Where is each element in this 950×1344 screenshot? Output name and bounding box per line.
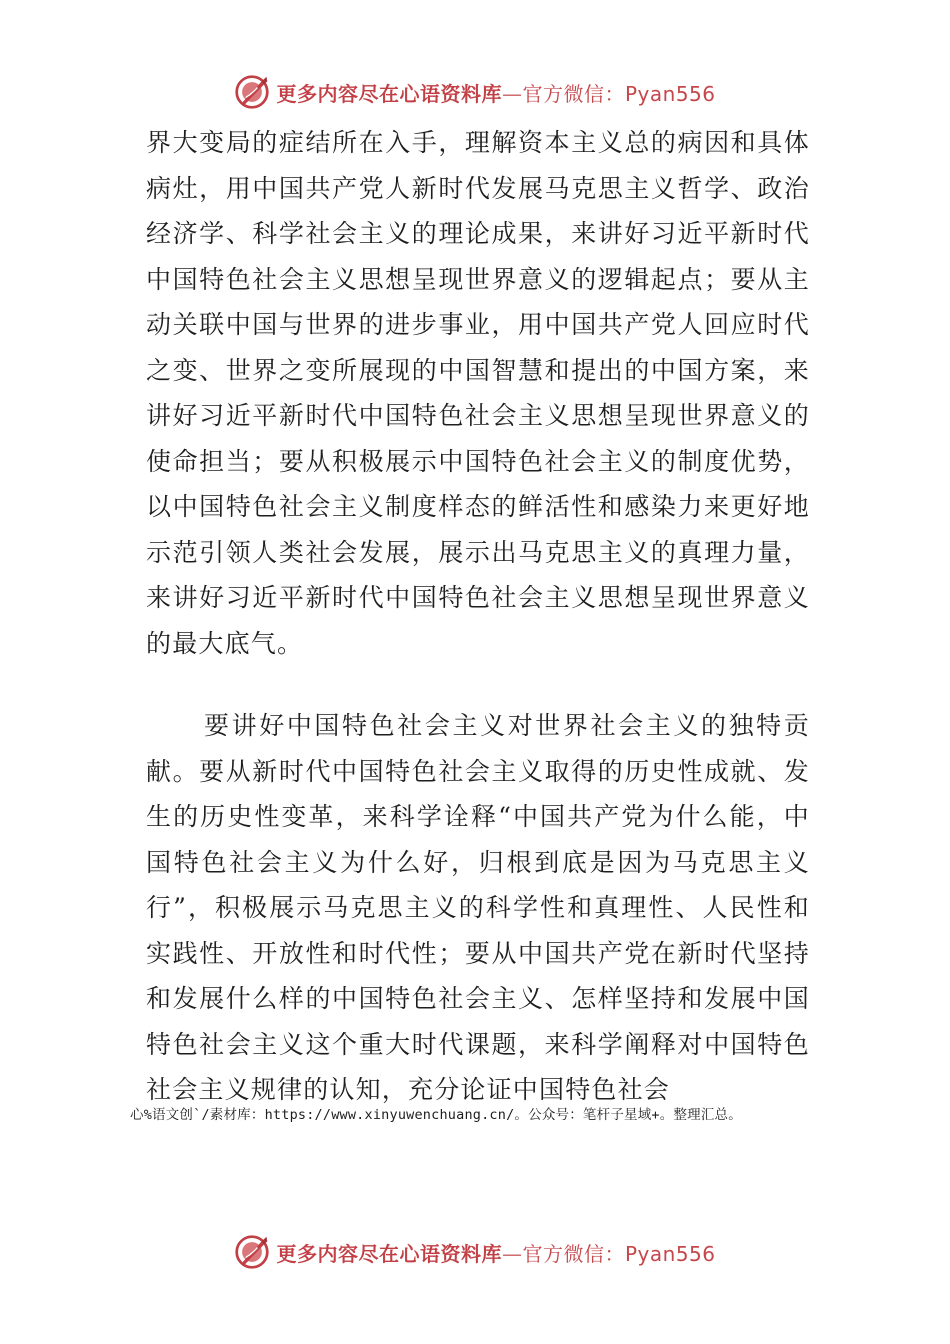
header-wechat-id: Pyan556 — [624, 81, 716, 106]
footer-banner — [276, 1238, 715, 1267]
footer-wechat-id: Pyan556 — [624, 1241, 716, 1266]
quill-seal-icon — [234, 1234, 270, 1270]
header-title: 更多内容尽在心语资料库 — [276, 81, 502, 106]
paragraph: 要讲好中国特色社会主义对世界社会主义的独特贡献。要从新时代中国特色社会主义取得的历史性成就、发生的历史性变革，来科学诠释“中国共产党为什么能，中国特色社会主义为什么好，归根到底是因为马克思主义行”，积极展示马克思主义的科学性和真理性、人民性和实践性、开放性和时代性；要从中国共产党在新时代坚持和发展什么样的中国特色社会主义、怎样坚持和发展中国特色社会主义这个重大时代课题，来科学阐释对中国特色社会主义规律的认知，充分论证中国特色社会 — [146, 711, 810, 1104]
footer-wechat-label: 官方微信： — [522, 1241, 625, 1266]
header-banner — [276, 78, 715, 107]
source-note: 心%语文创`/素材库：https://www.xinyuwenchuang.cn/。公众号：笔杆子星域+。整理汇总。 — [130, 1107, 742, 1123]
paragraph: 界大变局的症结所在入手，理解资本主义总的病因和具体病灶，用中国共产党人新时代发展马克思主义哲学、政治经济学、科学社会主义的理论成果，来讲好习近平新时代中国特色社会主义思想呈现世界意义的逻辑起点；要从主动关联中国与世界的进步事业，用中国共产党人回应时代之变、世界之变所展现的中国智慧和提出的中国方案，来讲好习近平新时代中国特色社会主义思想呈现世界意义的使命担当；要从积极展示中国特色社会主义的制度优势，以中国特色社会主义制度样态的鲜活性和感染力来更好地示范引领人类社会发展，展示出马克思主义的真理力量，来讲好习近平新时代中国特色社会主义思想呈现世界意义的最大底气。 — [146, 128, 810, 658]
footer-separator: — — [501, 1241, 523, 1266]
quill-seal-icon — [234, 74, 270, 110]
page-footer-banner — [0, 1230, 950, 1274]
header-separator: — — [501, 81, 523, 106]
document-body — [146, 120, 810, 1113]
footer-title: 更多内容尽在心语资料库 — [276, 1241, 502, 1266]
header-wechat-label: 官方微信： — [522, 81, 625, 106]
page-header — [0, 70, 950, 114]
